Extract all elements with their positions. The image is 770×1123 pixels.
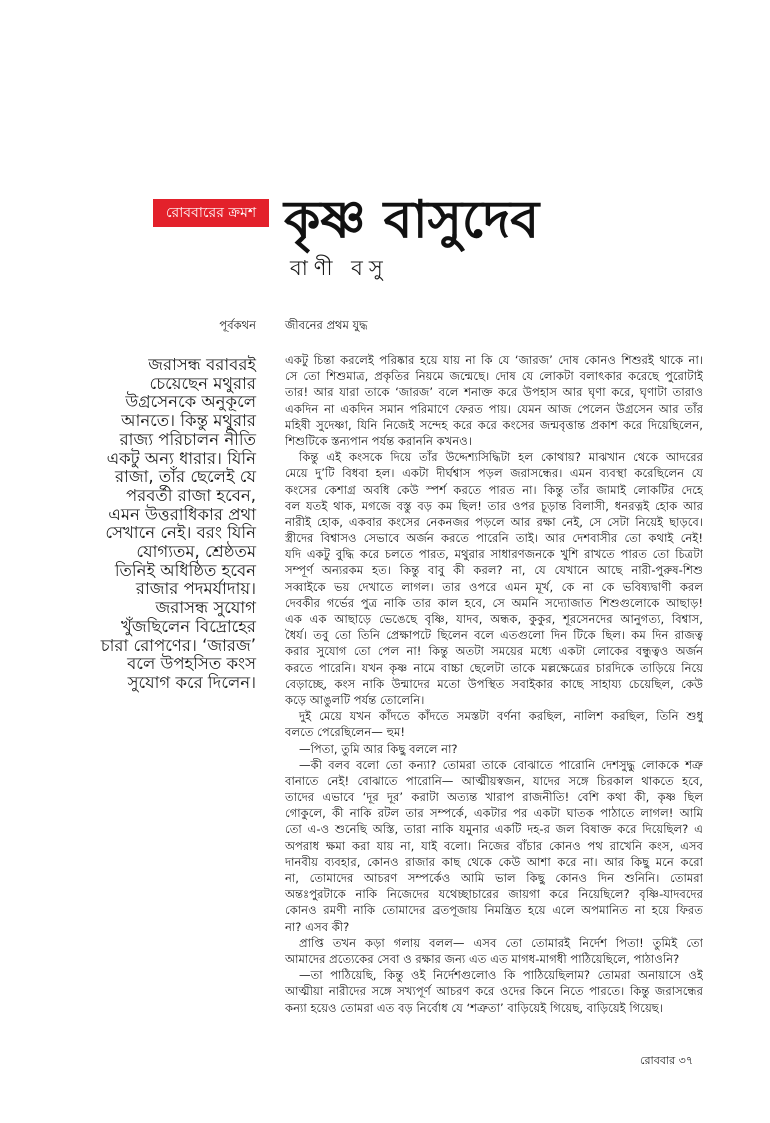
pull-quote-line: পরবর্তী রাজা হবেন,: [125, 485, 256, 505]
pull-quote-line: রাজার পদমর্যাদায়।: [135, 579, 256, 599]
text-line: আত্মীয়া নারীদের সঙ্গে সখ্যপূর্ণ আচরণ করে ওদের কিনে নিতে পারতে। কিন্তু জরাসন্ধের: [285, 984, 703, 999]
paragraph: [285, 708, 703, 740]
author-name: বাণী বসু: [290, 256, 389, 280]
pull-quote-line: খুঁজছিলেন বিদ্রোহের: [121, 616, 256, 636]
text-line: বলতে পেরেছিলেন— হুম!: [285, 725, 406, 740]
pull-quote-line: তিনিই অধিষ্ঠিত হবেন: [114, 560, 256, 580]
pull-quote-line: সেখানে নেই। বরং যিনি: [105, 523, 256, 543]
paragraph: [285, 935, 703, 967]
text-line: —পিতা, তুমি আর কিছু বললে না?: [299, 741, 458, 756]
paragraph: [285, 967, 703, 1016]
text-line: তার! আর যারা তাকে ‘জারজ’ বলে শনাক্ত করে উপহাস আর ঘৃণা করে, ঘৃণাটা তারাও: [285, 385, 703, 400]
paragraph: [285, 757, 703, 935]
text-line: —তা পাঠিয়েছি, কিন্তু ওই নির্দেশগুলোও কি পাঠিয়েছিলাম? তোমরা অনায়াসে ওই: [299, 968, 703, 983]
pull-quote-line: চেয়েছেন মথুরার: [149, 373, 256, 393]
text-line: আমাদের প্রত্যেকের সেবা ও রক্ষার জন্য এত এত মাগধ-মাগধী পাঠিয়েছিলে, পাঠাওনি?: [285, 951, 680, 966]
text-line: দানবীয় ব্যবহার, কোনও রাজার কাছ থেকে কেউ আশা করে না। আর কিছু মনে করো: [285, 854, 703, 869]
text-line: কংসের কেশাগ্র অবধি কেউ স্পর্শ করতে পারত না। কিন্তু তাঁর জামাই লোকটির দেহে: [285, 482, 703, 497]
text-line: বল যতই থাক, মগজে বস্তু বড় কম ছিল! তার ওপর চূড়ান্ত বিলাসী, ধনরত্নই হোক আর: [285, 498, 703, 513]
previous-summary-label: পূর্বকথন: [219, 318, 256, 332]
text-line: স্ত্রীদের বিশ্বাসও সেভাবে অর্জন করতে পারেনি তাই। আর দেশবাসীর তো কথাই নেই!: [285, 531, 703, 546]
text-line: মেয়ে দু’টি বিধবা হল। একটা দীর্ঘশ্বাস পড়ল জরাসন্ধের। এমন ব্যবস্থা করেছিলেন যে: [285, 466, 703, 481]
text-line: যদি একটু বুদ্ধি করে চলতে পারত, মথুরার সাধারণজনকে খুশি রাখতে পারত তো চিত্রটা: [285, 547, 703, 562]
paragraph: [285, 741, 703, 757]
pull-quote-line: রাজা, তাঁর ছেলেই যে: [114, 467, 256, 487]
text-line: কোনও রমণী নাকি তোমাদের ব্রতপূজায় নিমন্ত্রিত হয়ে এলে অপমানিত না হয়ে ফিরত: [285, 903, 703, 918]
text-line: সে তো শিশুমাত্র, প্রকৃতির নিয়মে জন্মেছে। দোষ যে লোকটা বলাৎকার করেছে পুরোটাই: [285, 369, 703, 384]
text-line: অপরাধ ক্ষমা করা যায় না, যাই বলো। নিজের বাঁচার কোনও পথ রাখেনি কংস, এসব: [285, 838, 703, 853]
page-footer: রোববার ৩৭: [640, 1054, 693, 1067]
text-line: অন্তঃপুরটাকে নাকি নিজেদের যথেচ্ছাচারের জায়গা করে নিয়েছিলে? বৃষ্ণি-যাদবদের: [285, 887, 703, 902]
text-line: এক এক আছাড়ে ভেঙেছে বৃষ্ণি, যাদব, অন্ধক, কুকুর, শূরসেনদের আনুগত্য, বিশ্বাস,: [285, 612, 703, 626]
text-line: দুই মেয়ে যখন কাঁদতে কাঁদতে সমস্তটা বর্ণনা করছিল, নালিশ করছিল, তিনি শুধু: [299, 709, 703, 724]
text-line: বানাতে নেই! বোঝাতে পারোনি— আত্মীয়স্বজন, যাদের সঙ্গে চিরকাল থাকতে হবে,: [285, 773, 703, 788]
text-line: ধৈর্য। তবু তো তিনি প্রেক্ষাপটে ছিলেন বলে এতগুলো দিন টিকে ছিল। কম দিন রাজত্ব: [285, 628, 703, 643]
pull-quote-line: জরাসন্ধ বরাবরই: [148, 355, 256, 374]
series-tag: রোববারের ক্রমশ: [153, 199, 269, 227]
text-line: —কী বলব বলো তো কন্যা? তোমরা তাকে বোঝাতে পারোনি দেশসুদ্ধু লোককে শত্রু: [299, 757, 703, 772]
text-line: তো এ-ও শুনেছি অস্তি, তারা নাকি যমুনার একটি দহ-র জল বিষাক্ত করে দিয়েছিল? এ: [285, 822, 703, 837]
text-line: সব্বাইকে ভয় দেখাতে লাগল। তার ওপরে এমন মূর্খ, কে না কে ভবিষ্যদ্বাণী করল: [285, 579, 703, 594]
text-line: মহিষী সুদেষ্ণা, যিনি নিজেই সন্দেহ করে করে কংসের জন্মবৃত্তান্ত প্রকাশ করে দিয়েছিলেন,: [285, 417, 703, 432]
text-line: কড়ে আঙুলটি পর্যন্ত তোলেনি।: [285, 692, 425, 707]
pull-quote-line: জরাসন্ধ সুযোগ: [155, 598, 256, 618]
text-line: তাদের এভাবে ‘দূর দূর’ করাটা অত্যন্ত খারাপ রাজনীতি! বেশি কথা কী, কৃষ্ণ ছিল: [285, 790, 703, 805]
pull-quote-line: রাজ্য পরিচালন নীতি: [119, 429, 256, 449]
pull-quote: [90, 356, 256, 693]
text-line: না? এসব কী?: [285, 919, 350, 934]
text-line: সম্পূর্ণ অন্যরকম হত। কিন্তু বাবু কী করল? না, যে যেখানে আছে নারী-পুরুষ-শিশু: [285, 563, 703, 578]
pull-quote-line: একটু অন্য ধারার। যিনি: [106, 448, 256, 468]
text-line: গোকুলে, কী নাকি রটল তার সম্পর্কে, একটার পর একটা ঘাতক পাঠাতে লাগল! আমি: [285, 806, 703, 821]
pull-quote-line: বলে উপহসিত কংস: [127, 654, 256, 674]
pull-quote-line: এমন উত্তরাধিকার প্রথা: [108, 504, 256, 524]
pull-quote-line: চারা রোপণের। ‘জারজ’: [100, 635, 256, 655]
pull-quote-line: সুযোগ করে দিলেন।: [127, 672, 256, 692]
text-line: একদিন না একদিন সমান পরিমাণে ফেরত পায়। যেমন আজ পেলেন উগ্রসেন আর তাঁর: [285, 401, 703, 416]
text-line: প্রাপ্তি তখন কড়া গলায় বলল— এসব তো তোমারই নির্দেশ পিতা! তুমিই তো: [299, 935, 703, 950]
text-line: করার সুযোগ তো পেল না! কিন্তু অতটা সময়ের মধ্যে একটা লোকের বন্ধুত্বও অর্জন: [285, 644, 703, 659]
pull-quote-line: উগ্রসেনকে অনুকূলে: [125, 392, 256, 412]
pull-quote-line: যোগ্যতম, শ্রেষ্ঠতম: [136, 542, 256, 562]
pull-quote-line: আনতে। কিন্তু মথুরার: [121, 411, 256, 431]
article-body: [285, 352, 703, 1016]
text-line: কন্যা হয়েও তোমরা এত বড় নির্বোধ যে ‘শত্রুতা’ বাড়িয়েই গিয়েছ, বাড়িয়েই গিয়েছ।: [285, 1000, 663, 1015]
text-line: করতে পারেনি। যখন কৃষ্ণ নামে বাচ্চা ছেলেটা তাকে মল্লক্ষেত্রের চারদিকে তাড়িয়ে নিয়ে: [285, 660, 703, 675]
text-line: কিন্তু এই কংসকে দিয়ে তাঁর উদ্দেশ্যসিদ্ধিটা হল কোথায়? মাঝখান থেকে আদরের: [299, 450, 703, 465]
text-line: দেবকীর গর্ভের পুত্র নাকি তার কাল হবে, সে অমনি সদ্যোজাত শিশুগুলোকে আছাড়!: [285, 595, 703, 610]
text-line: নারীই হোক, একবার কংসের নেকনজর পড়লে আর রক্ষা নেই, সে সেটা নিয়েই ছাড়বে।: [285, 514, 703, 529]
paragraph: [285, 352, 703, 449]
chapter-title: জীবনের প্রথম যুদ্ধ: [285, 318, 368, 332]
text-line: না, তোমাদের আচরণ সম্পর্কেও আমি ভাল কিছু কোনও দিন শুনিনি। তোমরা: [285, 871, 703, 885]
paragraph: [285, 449, 703, 708]
text-line: বেড়াচ্ছে, কংস নাকি উন্মাদের মতো উপস্থিত সবাইকার কাছে সাহায্য চেয়েছিল, কেউ: [285, 676, 703, 691]
text-line: শিশুটিকে স্তন্যপান পর্যন্ত করাননি কখনও।: [285, 433, 472, 448]
page-title: কৃষ্ণ বাসুদেব: [284, 190, 540, 250]
text-line: একটু চিন্তা করলেই পরিষ্কার হয়ে যায় না কি যে ‘জারজ’ দোষ কোনও শিশুরই থাকে না।: [285, 353, 703, 367]
